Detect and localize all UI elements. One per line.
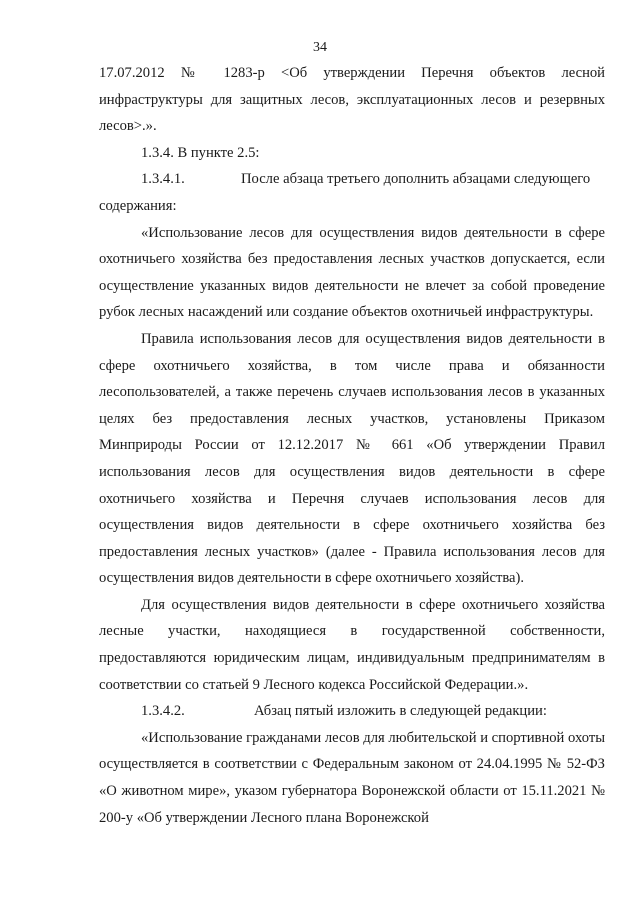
page-number: 34 [313,40,327,55]
paragraph-order-reference: 17.07.2012 № 1283-р <Об утверждении Перечня объектов лесной инфраструктуры для защитных лесов, эксплуатационных лесов и резервных лесов>.». [99,65,605,135]
clause-1-3-4-1 [99,166,605,193]
paragraph-citizens-hunting: «Использование гражданами лесов для любительской и спортивной охоты осуществляется в соответствии с Федеральным законом от 24.04.1995 № 52-ФЗ «О животном мире», указом губернатора Воронежской области от 15.11.2021 № 200-у «Об утверждении Лесного плана Воронежской [99,729,605,826]
clause-number: 1.3.4.2. [141,703,185,720]
paragraph-land-plots: Для осуществления видов деятельности в сфере охотничьего хозяйства лесные участки, находящиеся в государственной собственности, предоставляются юридическим лицам, индивидуальным предпринимателям в соответствии со статьей 9 Лесного кодекса Российской Федерации.». [99,596,605,693]
paragraph-clause-1-3-4: 1.3.4. В пункте 2.5: [141,144,260,161]
clause-continuation: содержания: [99,197,177,214]
clause-1-3-4-2 [99,698,605,725]
paragraph-rules: Правила использования лесов для осуществления видов деятельности в сфере охотничьего хозяйства, в том числе права и обязанности лесопользователей, а также перечень случаев использования лесов в указанных целях без предоставления лесных участков, установлены Приказом Минприроды России от 12.12.2017 № 661 «Об утверждении Правил использования лесов для осуществления видов деятельности в сфере охотничьего хозяйства и Перечня случаев использования лесов для осуществления видов деятельности в сфере охотничьего хозяйства без предоставления лесных участков» (далее - Правила использования лесов для осуществления видов деятельности в сфере охотничьего хозяйства). [99,330,605,587]
clause-text: После абзаца третьего дополнить абзацами следующего [241,171,591,188]
paragraph-hunting-use: «Использование лесов для осуществления видов деятельности в сфере охотничьего хозяйства без предоставления лесных участков допускается, если осуществление указанных видов деятельности не влечет за собой проведение рубок лесных насаждений или создание объектов охотничьей инфраструктуры. [99,224,605,321]
clause-text: Абзац пятый изложить в следующей редакции: [254,703,547,720]
document-body [99,60,605,831]
clause-number: 1.3.4.1. [141,171,185,188]
